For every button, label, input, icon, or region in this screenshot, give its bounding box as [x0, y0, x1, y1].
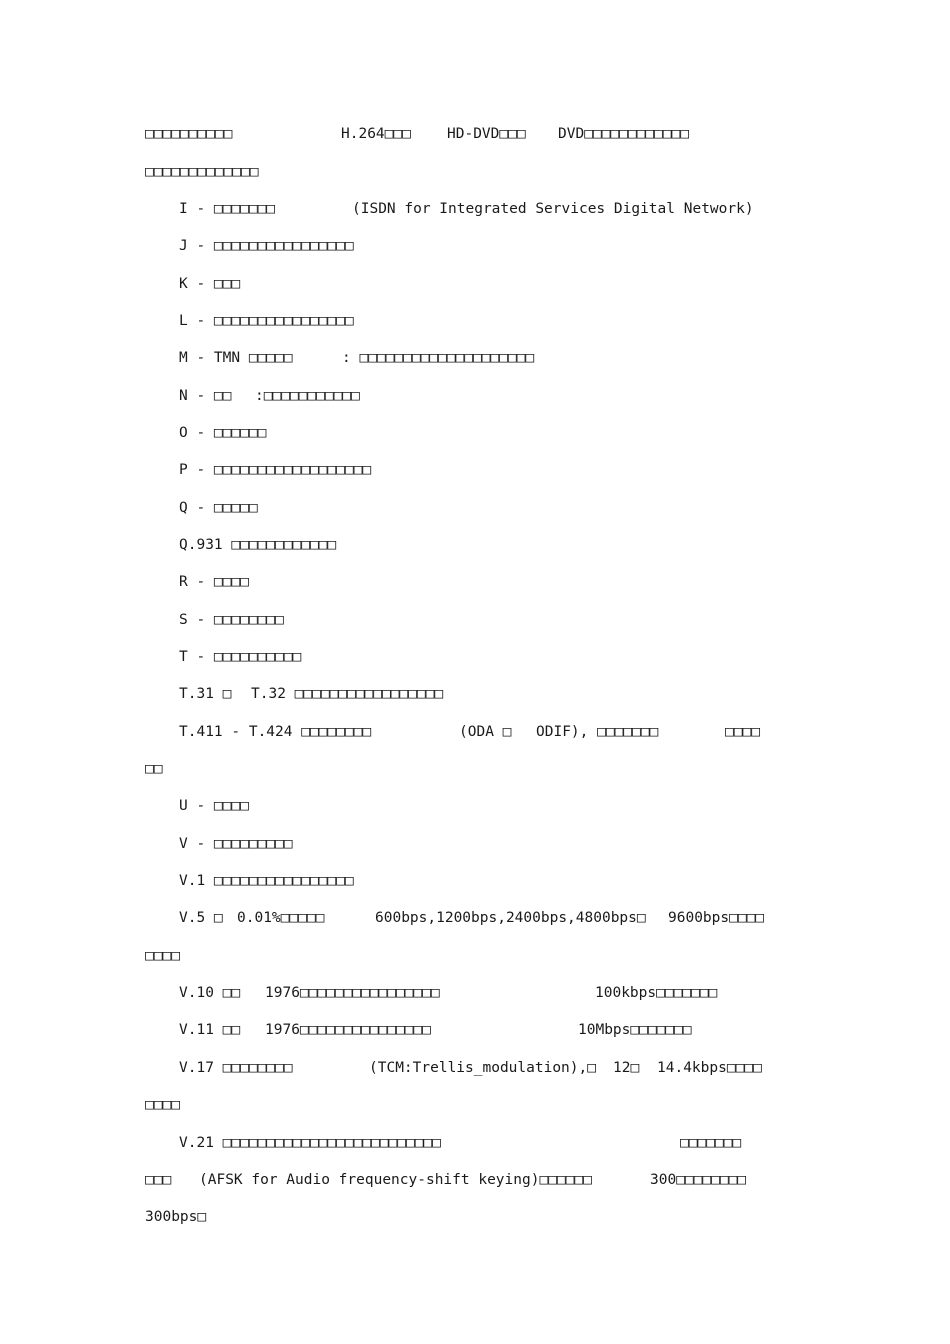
text-line — [145, 946, 180, 966]
text-segment: N - □□ — [179, 388, 232, 404]
text-segment: Q - □□□□□ — [179, 500, 258, 516]
text-line — [179, 311, 354, 331]
text-segment: R - □□□□ — [179, 574, 249, 590]
text-segment: □□□□□□□□□□ — [145, 126, 233, 142]
text-line — [179, 274, 241, 294]
text-segment: 14.4kbps□□□□ — [657, 1060, 762, 1076]
text-line — [145, 759, 180, 779]
text-line — [145, 1170, 747, 1190]
text-segment: H.264□□□ — [341, 126, 411, 142]
text-line — [179, 236, 354, 256]
text-segment: 600bps,1200bps,2400bps,4800bps□ — [375, 910, 646, 926]
text-segment: (TCM:Trellis_modulation),□ — [369, 1060, 596, 1076]
text-segment: M - TMN □□□□□ — [179, 350, 293, 366]
text-line — [179, 983, 718, 1003]
text-segment: □□ — [145, 761, 163, 777]
text-segment: U - □□□□ — [179, 798, 249, 814]
text-segment: T.32 □□□□□□□□□□□□□□□□□ — [251, 686, 444, 702]
text-segment: DVD□□□□□□□□□□□□ — [558, 126, 689, 142]
text-segment: L - □□□□□□□□□□□□□□□□ — [179, 313, 354, 329]
text-segment: V.17 □□□□□□□□ — [179, 1060, 293, 1076]
text-segment: 100kbps□□□□□□□ — [595, 985, 718, 1001]
text-segment: (AFSK for Audio frequency-shift keying)□□□□□□ — [199, 1172, 592, 1188]
text-segment: P - □□□□□□□□□□□□□□□□□□ — [179, 462, 372, 478]
text-line — [179, 610, 284, 630]
text-segment: 300bps□ — [145, 1209, 207, 1225]
text-segment: □□□□ — [145, 948, 180, 964]
text-segment: V.5 □ — [179, 910, 223, 926]
text-line — [179, 1020, 692, 1040]
text-segment: □□□ — [145, 1172, 172, 1188]
text-line — [179, 796, 249, 816]
text-segment: (ISDN for Integrated Services Digital Network) — [352, 201, 754, 217]
text-segment: 1976□□□□□□□□□□□□□□□ — [265, 1022, 431, 1038]
text-line — [179, 1058, 762, 1078]
text-segment: □□□□ — [145, 1097, 180, 1113]
text-segment: T.411 - T.424 □□□□□□□□ — [179, 724, 372, 740]
text-line — [179, 423, 267, 443]
text-segment: Q.931 □□□□□□□□□□□□ — [179, 537, 337, 553]
text-line — [145, 1207, 207, 1227]
text-segment: J - □□□□□□□□□□□□□□□□ — [179, 238, 354, 254]
text-segment: S - □□□□□□□□ — [179, 612, 284, 628]
text-segment: T - □□□□□□□□□□ — [179, 649, 302, 665]
text-segment: K - □□□ — [179, 276, 241, 292]
text-line — [179, 535, 337, 555]
text-segment: 9600bps□□□□ — [668, 910, 765, 926]
text-line — [179, 722, 760, 742]
text-line — [145, 124, 689, 144]
text-line — [179, 572, 249, 592]
text-segment: T.31 □ — [179, 686, 232, 702]
text-segment: V.10 □□ — [179, 985, 241, 1001]
text-segment: V.1 □□□□□□□□□□□□□□□□ — [179, 873, 354, 889]
text-line — [179, 348, 535, 368]
text-segment: V - □□□□□□□□□ — [179, 836, 293, 852]
text-line — [179, 460, 372, 480]
text-segment: (ODA □ — [459, 724, 512, 740]
text-segment: 10Mbps□□□□□□□ — [578, 1022, 692, 1038]
text-segment: 300□□□□□□□□ — [650, 1172, 747, 1188]
text-line — [179, 498, 258, 518]
text-line — [145, 162, 259, 182]
text-line — [179, 684, 444, 704]
text-segment: O - □□□□□□ — [179, 425, 267, 441]
text-segment: V.21 □□□□□□□□□□□□□□□□□□□□□□□□□ — [179, 1135, 441, 1151]
text-line — [145, 1095, 180, 1115]
text-line — [179, 647, 302, 667]
text-segment: :□□□□□□□□□□□ — [255, 388, 360, 404]
text-line — [179, 199, 754, 219]
text-segment: □□□□□□□□□□□□□ — [145, 164, 259, 180]
text-segment: I - □□□□□□□ — [179, 201, 276, 217]
text-segment: ODIF), □□□□□□□ — [536, 724, 659, 740]
text-segment: V.11 □□ — [179, 1022, 241, 1038]
text-line — [179, 908, 765, 928]
text-line — [179, 1133, 742, 1153]
text-line — [179, 834, 293, 854]
text-segment: 12□ — [613, 1060, 640, 1076]
text-segment: 0.01%□□□□□ — [237, 910, 325, 926]
text-segment: HD-DVD□□□ — [447, 126, 526, 142]
text-segment: □□□□□□□ — [680, 1135, 742, 1151]
text-line — [179, 871, 354, 891]
text-segment: □□□□ — [725, 724, 760, 740]
text-line — [179, 386, 360, 406]
text-segment: 1976□□□□□□□□□□□□□□□□ — [265, 985, 440, 1001]
text-segment: : □□□□□□□□□□□□□□□□□□□□ — [342, 350, 535, 366]
